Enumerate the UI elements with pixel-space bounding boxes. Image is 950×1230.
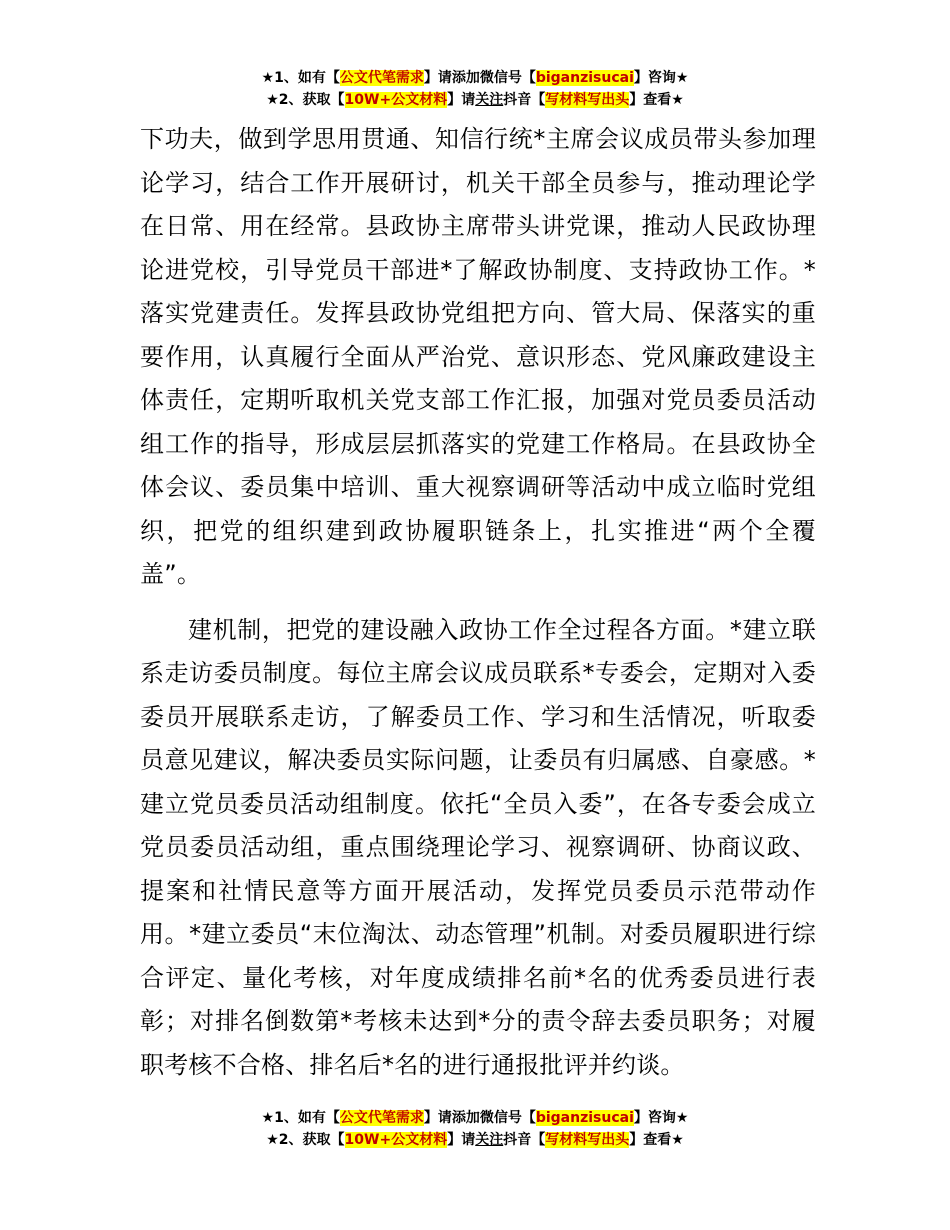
body-paragraph-2: 建机制，把党的建设融入政协工作全过程各方面。*建立联系走访委员制度。每位主席会议成员联系*专委会，定期对入委委员开展联系走访，了解委员工作、学习和生活情况，听取委员意见建议，解决委员实际问题，让委员有归属感、自豪感。*建立党员委员活动组制度。依托“全员入委”，在各专委会成立党员委员活动组，重点围绕理论学习、视察调研、协商议政、提案和社情民意等方面开展活动，发挥党员委员示范带动作用。*建立委员“末位淘汰、动态管理”机制。对委员履职进行综合评定、量化考核，对年度成绩排名前*名的优秀委员进行表彰；对排名倒数第*考核未达到*分的责令辞去委员职务；对履职考核不合格、排名后*名的进行通报批评并约谈。: [140, 615, 816, 1079]
highlight-wechat-id: biganzisucai: [535, 70, 634, 86]
banner-text: 抖音【: [503, 1132, 546, 1148]
banner-text: 】查看★: [629, 92, 684, 108]
star-glyph: ★: [266, 1132, 279, 1148]
banner-text: 微信号【: [479, 70, 536, 86]
banner-text: 】请: [423, 1110, 452, 1126]
banner-text: 】请: [447, 92, 476, 108]
highlight-service: 公文代笔需求: [339, 70, 424, 86]
highlight-douyin-account: 写材料写出头: [545, 92, 630, 108]
banner-text: 2、获取【: [278, 1132, 345, 1148]
body-paragraph-1: 下功夫，做到学思用贯通、知信行统*主席会议成员带头参加理论学习，结合工作开展研讨，机关干部全员参与，推动理论学在日常、用在经常。县政协主席带头讲党课，推动人民政协理论进党校，引导党员干部进*了解政协制度、支持政协工作。*落实党建责任。发挥县政协党组把方向、管大局、保落实的重要作用，认真履行全面从严治党、意识形态、党风廉政建设主体责任，定期听取机关党支部工作汇报，加强对党员委员活动组工作的指导，形成层层抓落实的党建工作格局。在县政协全体会议、委员集中培训、重大视察调研等活动中成立临时党组织，把党的组织建到政协履职链条上，扎实推进“两个全覆盖”。: [140, 125, 816, 588]
banner-text: 】咨询★: [633, 1110, 689, 1126]
banner-text: 添加: [451, 1110, 480, 1126]
highlight-douyin-account: 写材料写出头: [545, 1132, 630, 1148]
banner-follow-text: 关注: [475, 92, 504, 108]
banner-line-1: [0, 1107, 950, 1129]
star-glyph: ★: [266, 92, 279, 108]
footer-banner: [0, 1107, 950, 1151]
banner-text: 】请: [423, 70, 452, 86]
star-glyph: ★: [261, 1110, 275, 1126]
banner-text: 】查看★: [629, 1132, 684, 1148]
banner-text: 1、如有【: [274, 1110, 340, 1126]
banner-text: 添加: [451, 70, 480, 86]
banner-line-2: [0, 1129, 950, 1151]
highlight-service: 公文代笔需求: [339, 1110, 424, 1126]
highlight-materials: 10W+公文材料: [344, 1132, 448, 1148]
banner-line-2: [0, 89, 950, 111]
highlight-wechat-id: biganzisucai: [535, 1110, 634, 1126]
banner-follow-text: 关注: [475, 1132, 504, 1148]
banner-line-1: [0, 67, 950, 89]
banner-text: 抖音【: [503, 92, 546, 108]
highlight-materials: 10W+公文材料: [344, 92, 448, 108]
document-body: [140, 118, 816, 1087]
banner-text: 2、获取【: [278, 92, 345, 108]
header-banner: [0, 67, 950, 111]
star-glyph: ★: [261, 70, 275, 86]
banner-text: 1、如有【: [274, 70, 340, 86]
banner-text: 微信号【: [479, 1110, 536, 1126]
banner-text: 】咨询★: [633, 70, 689, 86]
banner-text: 】请: [447, 1132, 476, 1148]
